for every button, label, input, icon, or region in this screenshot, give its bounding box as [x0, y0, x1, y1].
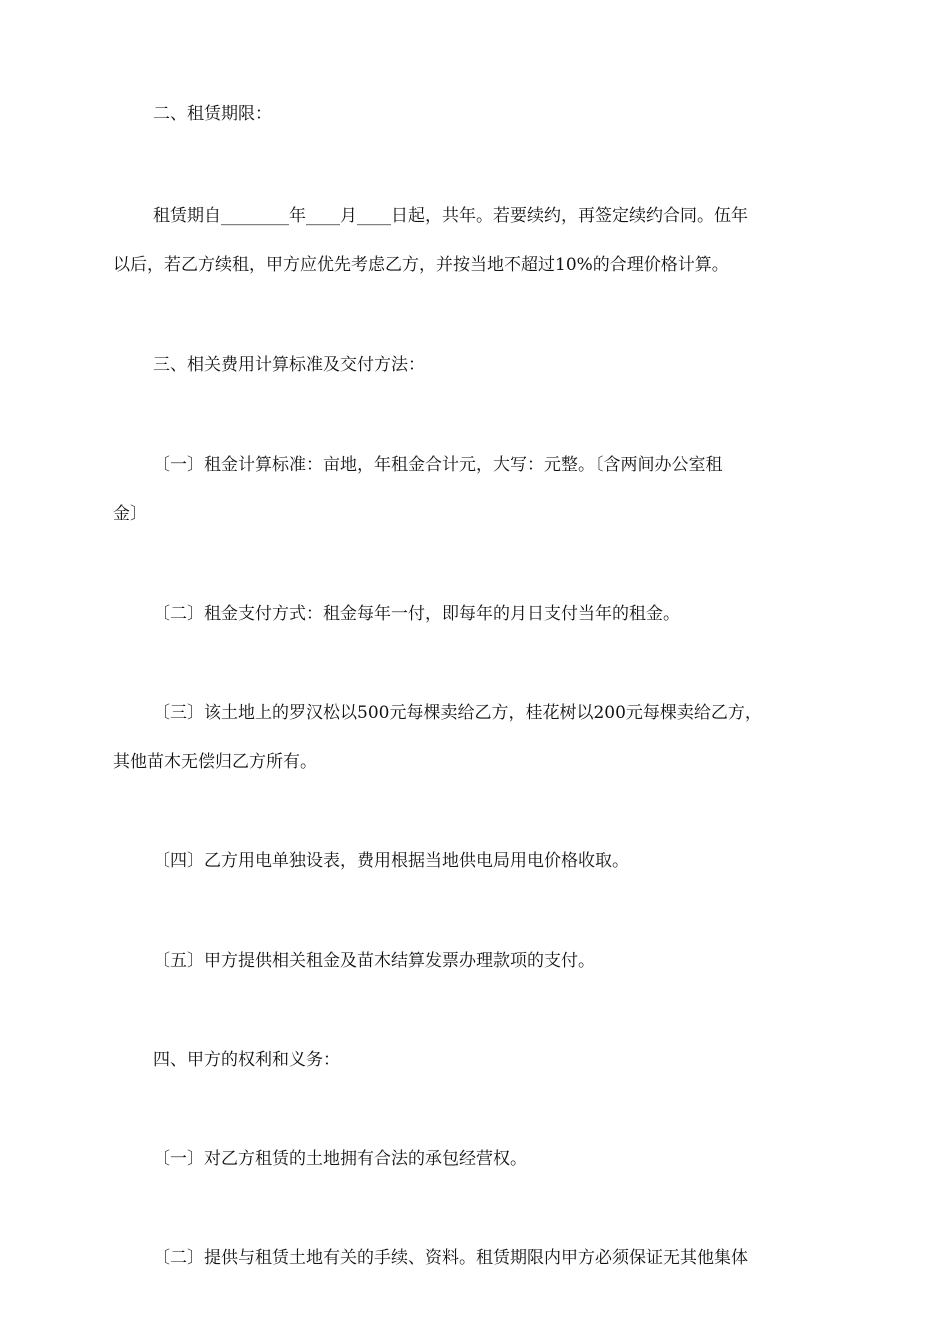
paragraph-operating-right [113, 1135, 848, 1184]
paragraph-rent-payment [113, 590, 848, 639]
paragraph-lease-period [113, 192, 848, 290]
text-line: 〔三〕该土地上的罗汉松以500元每棵卖给乙方，桂花树以200元每棵卖给乙方， [153, 703, 762, 723]
section-heading-fees [113, 341, 848, 390]
section-heading-lease-term [113, 90, 848, 139]
text-line: 〔四〕乙方用电单独设表，费用根据当地供电局用电价格收取。 [153, 851, 629, 871]
text-line: 以后，若乙方续租，甲方应优先考虑乙方，并按当地不超过10%的合理价格计算。 [113, 255, 729, 275]
text-line: 〔五〕甲方提供相关租金及苗木结算发票办理款项的支付。 [153, 951, 595, 971]
text-line: 〔一〕对乙方租赁的土地拥有合法的承包经营权。 [153, 1149, 527, 1169]
text-line: 〔二〕提供与租赁土地有关的手续、资料。租赁期限内甲方必须保证无其他集体 [153, 1248, 748, 1268]
text-line: 三、相关费用计算标准及交付方法： [153, 355, 425, 375]
text-line: 租赁期自________年____月____日起，共年。若要续约，再签定续约合同。伍年 [153, 206, 748, 226]
text-line: 金〕 [113, 504, 147, 524]
paragraph-invoice [113, 937, 848, 986]
section-heading-party-a-rights [113, 1036, 848, 1085]
text-line: 其他苗木无偿归乙方所有。 [113, 752, 317, 772]
paragraph-electricity [113, 837, 848, 886]
paragraph-tree-sale [113, 689, 848, 787]
paragraph-rent-standard [113, 441, 848, 539]
text-line: 〔二〕租金支付方式：租金每年一付，即每年的月日支付当年的租金。 [153, 604, 680, 624]
paragraph-provide-documents [113, 1234, 848, 1283]
text-line: 四、甲方的权利和义务： [153, 1050, 340, 1070]
text-line: 二、租赁期限： [153, 104, 272, 124]
text-line: 〔一〕租金计算标准：亩地，年租金合计元，大写：元整。〔含两间办公室租 [153, 455, 723, 475]
